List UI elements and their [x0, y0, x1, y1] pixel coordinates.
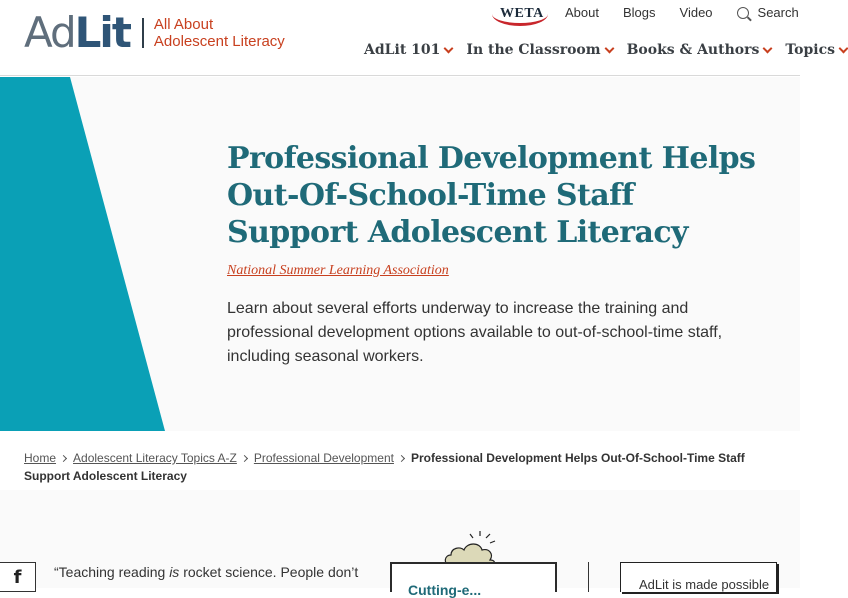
site-logo[interactable] [24, 8, 285, 57]
logo-tagline: All About Adolescent Literacy [153, 16, 285, 50]
sponsor-text: AdLit is made possible [639, 577, 770, 592]
main-nav-topics[interactable] [785, 42, 847, 58]
facebook-icon: f [13, 566, 22, 588]
chevron-down-icon [839, 43, 848, 53]
breadcrumb [24, 449, 784, 485]
article-source-link[interactable]: National Summer Learning Association [227, 263, 449, 278]
main-nav-books-authors[interactable] [627, 42, 772, 58]
chevron-right-icon [60, 455, 67, 462]
logo-divider [142, 18, 144, 48]
page-title: Professional Development Helps Out-Of-School-Time Staff Support Adolescent Literacy [227, 141, 756, 250]
article-summary: Learn about several efforts underway to increase the training and professional development options available to out-of-school-time staff, including seasonal workers. [227, 300, 723, 365]
main-nav-adlit-101[interactable] [364, 42, 452, 58]
chevron-down-icon [763, 43, 773, 53]
main-nav-label: Books & Authors [626, 42, 760, 58]
column-divider [588, 562, 589, 592]
main-nav-label: In the Classroom [466, 42, 601, 58]
site-header [0, 0, 836, 76]
chevron-right-icon [398, 455, 405, 462]
search-button[interactable] [737, 5, 799, 20]
feature-card-title: Cutting-e... [408, 582, 482, 598]
main-nav [364, 42, 847, 58]
chevron-down-icon [444, 43, 454, 53]
utility-nav-about[interactable]: About [565, 5, 599, 20]
article-body [0, 490, 800, 598]
weta-logo[interactable] [492, 2, 548, 26]
utility-nav [565, 5, 799, 20]
facebook-share-button[interactable] [0, 562, 36, 592]
utility-nav-blogs[interactable]: Blogs [622, 5, 656, 20]
search-label: Search [757, 5, 799, 20]
breadcrumb-home[interactable]: Home [24, 451, 57, 465]
article-quote: “Teaching reading is rocket science. People don’t [54, 564, 359, 580]
sponsor-box [620, 562, 777, 592]
breadcrumb-current: Professional Development Helps Out-Of-School-Time Staff Support Adolescent Literacy [24, 451, 745, 483]
feature-card[interactable] [390, 562, 557, 598]
sun-cloud-icon [440, 530, 504, 564]
logo-wordmark: AdLit [24, 8, 130, 57]
main-nav-label: AdLit 101 [364, 42, 441, 58]
article-hero [0, 77, 800, 431]
breadcrumb-topics-a-z[interactable]: Adolescent Literacy Topics A-Z [73, 451, 237, 465]
main-nav-label: Topics [785, 42, 836, 58]
weta-logo-text: WETA [500, 6, 544, 21]
hero-decorative-shape [0, 77, 170, 431]
chevron-right-icon [241, 455, 248, 462]
chevron-down-icon [604, 43, 614, 53]
main-nav-in-the-classroom[interactable] [466, 42, 612, 58]
search-icon [737, 7, 749, 19]
breadcrumb-professional-development[interactable]: Professional Development [253, 451, 394, 465]
utility-nav-video[interactable]: Video [679, 5, 713, 20]
